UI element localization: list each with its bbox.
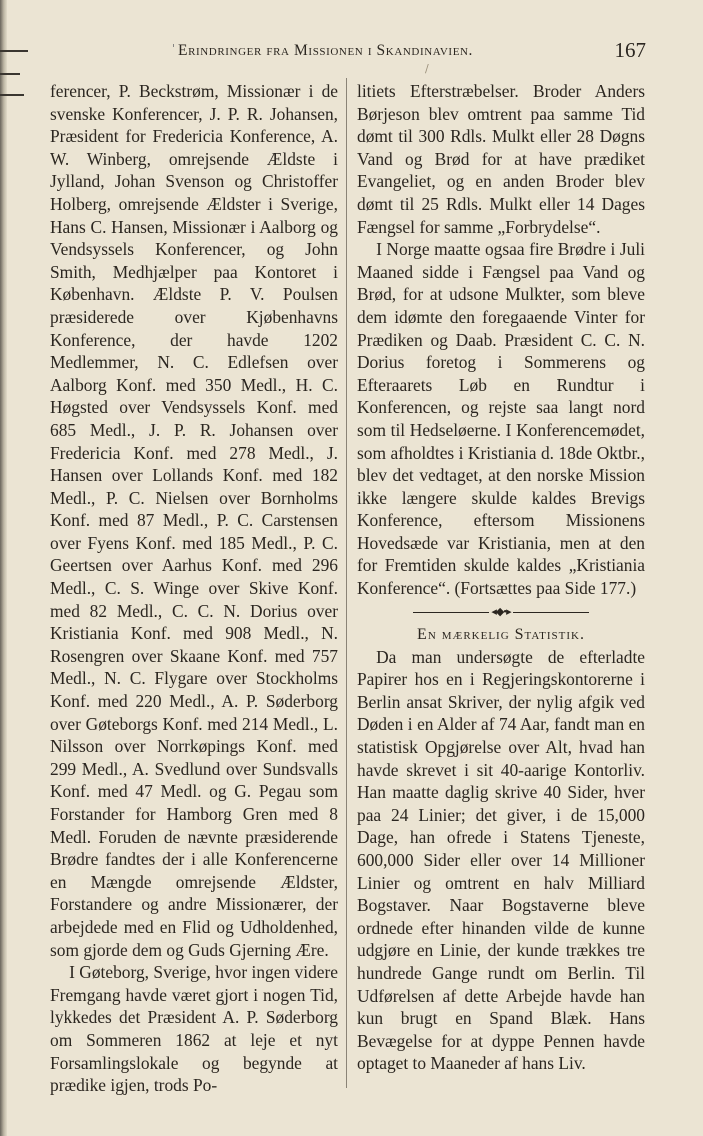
section-ornament	[357, 602, 645, 624]
ornament-glyph: ◂◆•▸	[491, 606, 511, 619]
page-number: 167	[614, 38, 646, 62]
paragraph: litiets Efterstræbelser. Broder Anders Børjeson blev omtrent paa samme Tid dømt til 300 Rdls. Mulkt eller 28 Døgns Vand og Brød for at have prædiket Evangeliet, og en anden Broder blev dømt til 25 Rdls. Mulkt eller 14 Dages Fængsel for samme „Forbrydelse“.	[357, 81, 645, 237]
paragraph: Da man undersøgte de efterladte Papirer hos en i Regjeringskontorerne i Berlin ansat Skriver, der nylig afgik ved Døden i en Alder af 74 Aar, fandt man en statistisk Opgjørelse over Alt, hvad han havde skrevet i sit 40-aarige Kontorliv. Han maatte daglig skrive 40 Sider, hver paa 24 Linier; det giver, i de 15,000 Dage, han ofrede i Statens Tjeneste, 600,000 Sider eller over 14 Millioner Linier og omtrent en halv Milliard Bogstaver. Naar Bogstaverne bleve ordnede efter hinanden vilde de kunne udgjøre en Linie, der kunde trækkes tre hundrede Gange rundt om Berlin. Til Udførelsen af dette Arbejde havde han kun brugt en Spand Blæk. Hans Bevægelse for at dyppe Pennen havde optaget to Maaneder af hans Liv.	[357, 646, 645, 1074]
stray-mark: /	[425, 62, 429, 75]
ornament-rule	[513, 612, 589, 613]
article-heading: En mærkelig Statistik.	[417, 625, 585, 643]
running-title: Erindringer fra Missionen i Skandinavien.	[178, 42, 474, 59]
left-column	[50, 80, 338, 1097]
binding-edge	[0, 0, 7, 1136]
paragraph: I Norge maatte ogsaa fire Brødre i Juli Maaned sidde i Fængsel paa Vand og Brød, for at udsone Mulkter, som bleve dem idømte den foregaaende Vinter for Prædiken og Daab. Præsident C. C. N. Dorius foretog i Sommerens og Efteraarets Løb en Rundtur i Konferencen, og rejste saa langt nord som til Hedseløerne. I Konferencemødet, som afholdtes i Kristiania d. 18de Oktbr., blev det vedtaget, at den norske Mission ikke længere skulde kaldes Brevigs Konference, eftersom Missionens Hovedsæde var Kristiania, men at den for Fremtiden skulde kaldes „Kristiania Konference“. (Fortsættes paa Side 177.)	[357, 239, 645, 599]
column-divider	[346, 78, 347, 1088]
paragraph: ferencer, P. Beckstrøm, Missionær i de svenske Konferencer, J. P. R. Johansen, Præsident for Fredericia Konference, A. W. Winberg, omrejsende Ældste i Jylland, Johan Svenson og Christoffer Holberg, omrejsende Ældster i Sverige, Hans C. Hansen, Missionær i Aalborg og Vendsyssels Konferencer, og John Smith, Medhjælper paa Kontoret i København. Ældste P. V. Poulsen præsiderede over Kjøbenhavns Konference, der havde 1202 Medlemmer, N. C. Edlefsen over Aalborg Konf. med 350 Medl., H. C. Høgsted over Vendsyssels Konf. med 685 Medl., J. P. R. Johansen over Fredericia Konf. med 278 Medl., J. Hansen over Lollands Konf. med 182 Medl., P. C. Nielsen over Bornholms Konf. med 87 Medl., P. C. Carstensen over Fyens Konf. med 185 Medl., P. C. Geertsen over Aarhus Konf. med 296 Medl., C. S. Winge over Skive Konf. med 82 Medl., C. C. N. Dorius over Kristiania Konf. med 908 Medl., N. Rosengren over Skaane Konf. med 757 Medl., N. C. Flygare over Stockholms Konf. med 220 Medl., A. P. Søderborg over Gøteborgs Konf. med 214 Medl., L. Nilsson over Norrkøpings Konf. med 299 Medl., A. Svedlund over Sundsvalls Konf. med 47 Medl. og G. Pegau som Forstander for Hamborg Gren med 8 Medl. Foruden de nævnte præsiderende Brødre fandtes der i alle Konferencerne en Mængde omrejsende Ældster, Forstandere og andre Missionærer, der arbejdede med en Flid og Udholdenhed, som gjorde dem og Guds Gjerning Ære.	[50, 81, 338, 960]
ornament-rule	[413, 612, 489, 613]
page-header	[172, 38, 646, 68]
spine-mark	[0, 94, 24, 96]
right-column	[357, 80, 645, 1075]
spine-mark	[0, 50, 28, 52]
spine-mark	[0, 73, 20, 75]
paragraph: I Gøteborg, Sverige, hvor ingen videre Fremgang havde været gjort i nogen Tid, lykkedes det Præsident A. P. Søderborg om Sommeren 1862 at leje et nyt Forsamlingslokale og begynde at prædike igjen, trods Po-	[50, 962, 338, 1096]
header-tick-mark: '	[172, 42, 176, 55]
